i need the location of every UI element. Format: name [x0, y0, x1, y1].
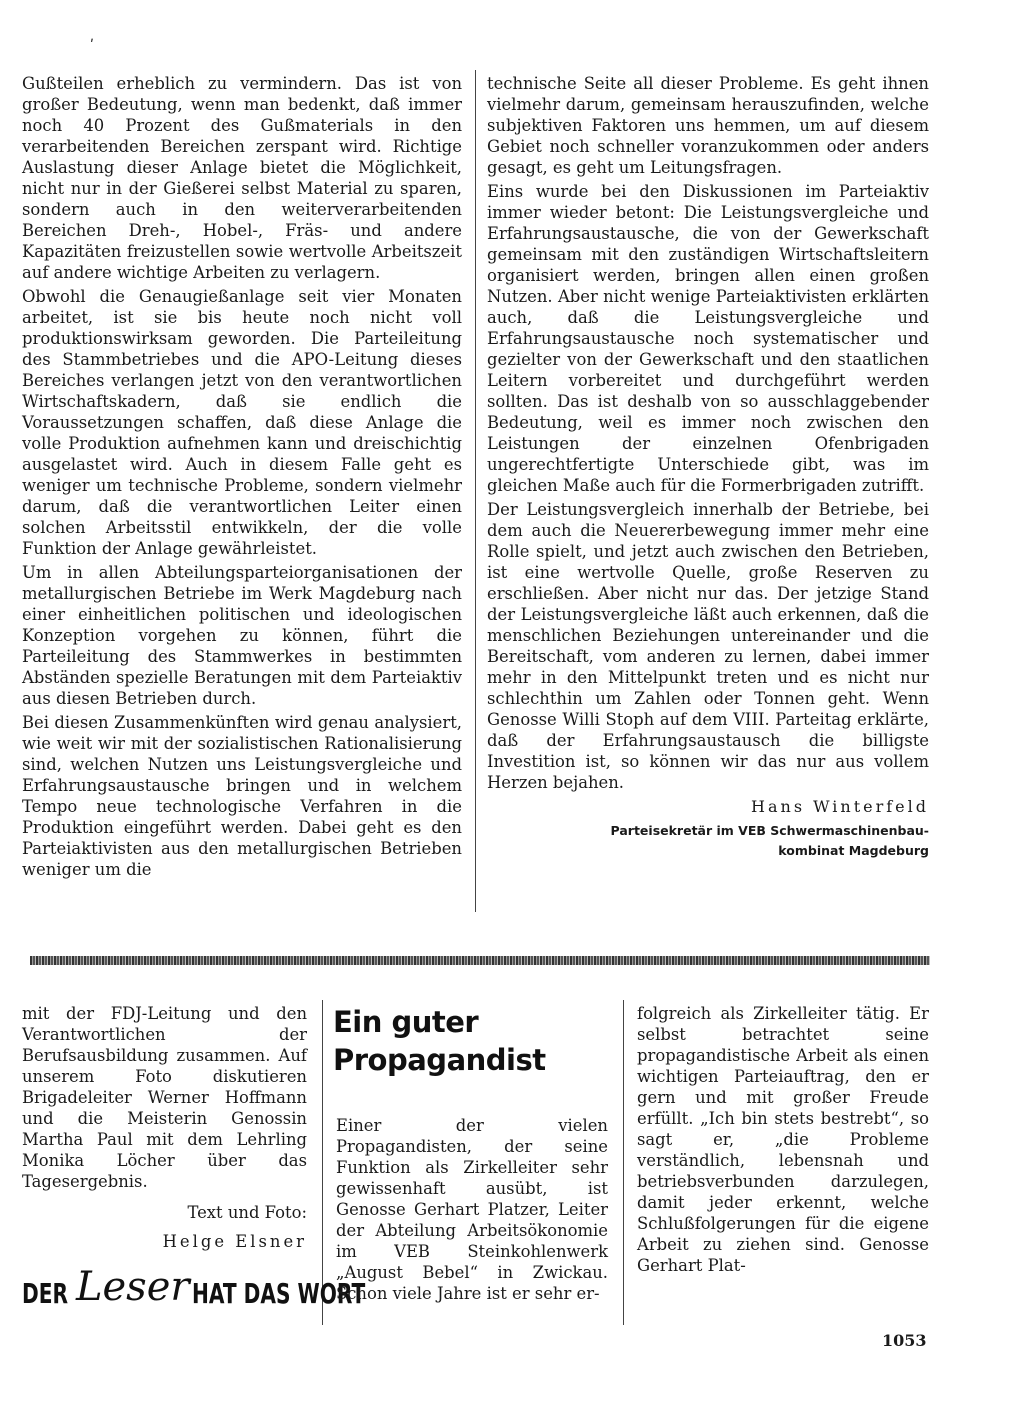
- photographer-name: Helge Elsner: [162, 1232, 307, 1251]
- logo-part-hat-das-wort: HAT DAS WORT: [191, 1276, 365, 1310]
- paragraph: Eins wurde bei den Diskussionen im Parteiaktiv immer wieder betont: Die Leistungsvergleiche und Erfahrungsaustausche, die von der Gewerkschaft gemeinsam mit den zuständigen Wirtschaftsleitern organisiert werden, bringen allen einen großen Nutzen. Aber nicht wenige Parteiaktivisten erklärten auch, daß die Leistungsvergleiche und Erfahrungsaustausche noch systematischer und gezielter von der Gewerkschaft und den staatlichen Leitern vorbereitet und durchgeführt werden sollten. Das ist deshalb von so ausschlaggebender Bedeutung, weil es immer noch zwischen den Leistungen der einzelnen Ofenbrigaden ungerechtfertigte Unterschiede gibt, was im gleichen Maße auch für die Formerbrigaden zutrifft.: [487, 182, 929, 495]
- article-top-left-column: [22, 73, 462, 883]
- caption-text: mit der FDJ-Leitung und den Verantwortlichen der Berufsausbildung zusammen. Auf unserem Foto diskutieren Brigadeleiter Werner Hoffmann und die Meisterin Genossin Martha Paul mit dem Lehrling Monika Löcher über das Tagesergebnis.: [22, 1004, 307, 1191]
- section-divider: [30, 956, 930, 965]
- paragraph: Gußteilen erheblich zu vermindern. Das ist von großer Bedeutung, wenn man bedenkt, daß immer noch 40 Prozent des Gußmaterials in den verarbeitenden Bereichen zerspant wird. Richtige Auslastung dieser Anlage bietet die Möglichkeit, nicht nur in der Gießerei selbst Material zu sparen, sondern auch in den weiterverarbeitenden Bereichen Dreh-, Hobel-, Fräs- und andere Kapazitäten freizustellen sowie wertvolle Arbeitszeit auf andere wichtige Arbeiten zu verlagern.: [22, 74, 462, 282]
- article-headline: Ein guter Propagandist: [333, 1005, 546, 1077]
- author-affiliation-line: Parteisekretär im VEB Schwermaschinenbau-: [610, 823, 929, 838]
- logo-part-leser: Leser: [75, 1264, 190, 1310]
- paragraph: Obwohl die Genaugießanlage seit vier Monaten arbeitet, ist sie bis heute noch nicht voll produktionswirksam geworden. Die Parteileitung des Stammbetriebes und die APO-Leitung dieses Bereiches verlangen jetzt von den verantwortlichen Wirtschaftskadern, daß sie endlich die Voraussetzungen schaffen, daß diese Anlage die volle Produktion aufnehmen kann und dreischichtig ausgelastet wird. Auch in diesem Falle geht es weniger um technische Probleme, sondern vielmehr darum, daß die verantwortlichen Leiter einen solchen Arbeitsstil entwikkeln, der die volle Funktion der Anlage gewährleistet.: [22, 287, 462, 558]
- column-rule-bottom-right: [623, 1000, 624, 1325]
- author-name: Hans Winterfeld: [751, 797, 929, 816]
- paragraph: Um in allen Abteilungsparteiorganisationen der metallurgischen Betriebe im Werk Magdeburg nach einer einheitlichen politischen und ideologischen Konzeption vorgehen zu können, führt die Parteileitung des Stammwerkes in bestimmten Abständen spezielle Beratungen mit dem Parteiaktiv aus diesen Betrieben durch.: [22, 563, 462, 708]
- author-affiliation: [487, 821, 929, 861]
- paragraph: technische Seite all dieser Probleme. Es geht ihnen vielmehr darum, gemeinsam herauszufinden, welche subjektiven Faktoren uns hemmen, um auf diesem Gebiet noch schneller voranzukommen oder anders gesagt, es geht um Leitungsfragen.: [487, 74, 929, 177]
- paragraph: Der Leistungsvergleich innerhalb der Betriebe, bei dem auch die Neuererbewegung immer mehr eine Rolle spielt, und jetzt auch zwischen den Betrieben, ist eine wertvolle Quelle, große Reserven zu erschließen. Aber nicht nur das. Der jetzige Stand der Leistungsvergleiche läßt auch erkennen, daß die menschlichen Beziehungen untereinander und die Bereitschaft, vom anderen zu lernen, dabei immer mehr in den Mittelpunkt treten und es nicht nur schlechthin um Zahlen oder Tonnen geht. Wenn Genosse Willi Stoph auf dem VIII. Parteitag erklärte, daß der Erfahrungsaustausch die billigste Investition ist, so können wir das nur aus vollem Herzen bejahen.: [487, 500, 929, 792]
- article-bottom-middle-column: [336, 1115, 608, 1307]
- leser-hat-das-wort-logo: [22, 1264, 365, 1320]
- photo-caption: [22, 1003, 307, 1252]
- article-bottom-right-column: [637, 1003, 929, 1279]
- author-affiliation-line: kombinat Magdeburg: [778, 843, 929, 858]
- photo-credit: Text und Foto:: [187, 1203, 307, 1222]
- paragraph: Einer der vielen Propagandisten, der seine Funktion als Zirkelleiter sehr gewissenhaft ausübt, ist Genosse Gerhart Platzer, Leiter der Abteilung Arbeitsökonomie im VEB Steinkohlenwerk „August Bebel“ in Zwickau. Schon viele Jahre ist er sehr er-: [336, 1116, 608, 1303]
- paragraph: folgreich als Zirkelleiter tätig. Er selbst betrachtet seine propagandistische Arbeit als einen wichtigen Parteiauftrag, den er gern und mit großer Freude erfüllt. „Ich bin stets bestrebt“, so sagt er, „die Probleme verständlich, lebensnah und betriebsverbunden darzulegen, damit jeder erkennt, welche Schlußfolgerungen für die eigene Arbeit zu ziehen sind. Genosse Gerhart Plat-: [637, 1004, 929, 1275]
- page-number: 1053: [882, 1331, 927, 1350]
- logo-part-der: DER: [22, 1276, 69, 1310]
- corner-mark: ʹ: [90, 38, 94, 54]
- paragraph: Bei diesen Zusammenkünften wird genau analysiert, wie weit wir mit der sozialistischen Rationalisierung sind, welchen Nutzen uns Leistungsvergleiche und Erfahrungsaustausche bringen und in welchem Tempo neue technologische Verfahren in die Produktion eingeführt werden. Dabei geht es den Parteiaktivisten aus den metallurgischen Betrieben weniger um die: [22, 713, 462, 879]
- article-top-right-column: [487, 73, 929, 861]
- column-rule-top: [475, 70, 476, 912]
